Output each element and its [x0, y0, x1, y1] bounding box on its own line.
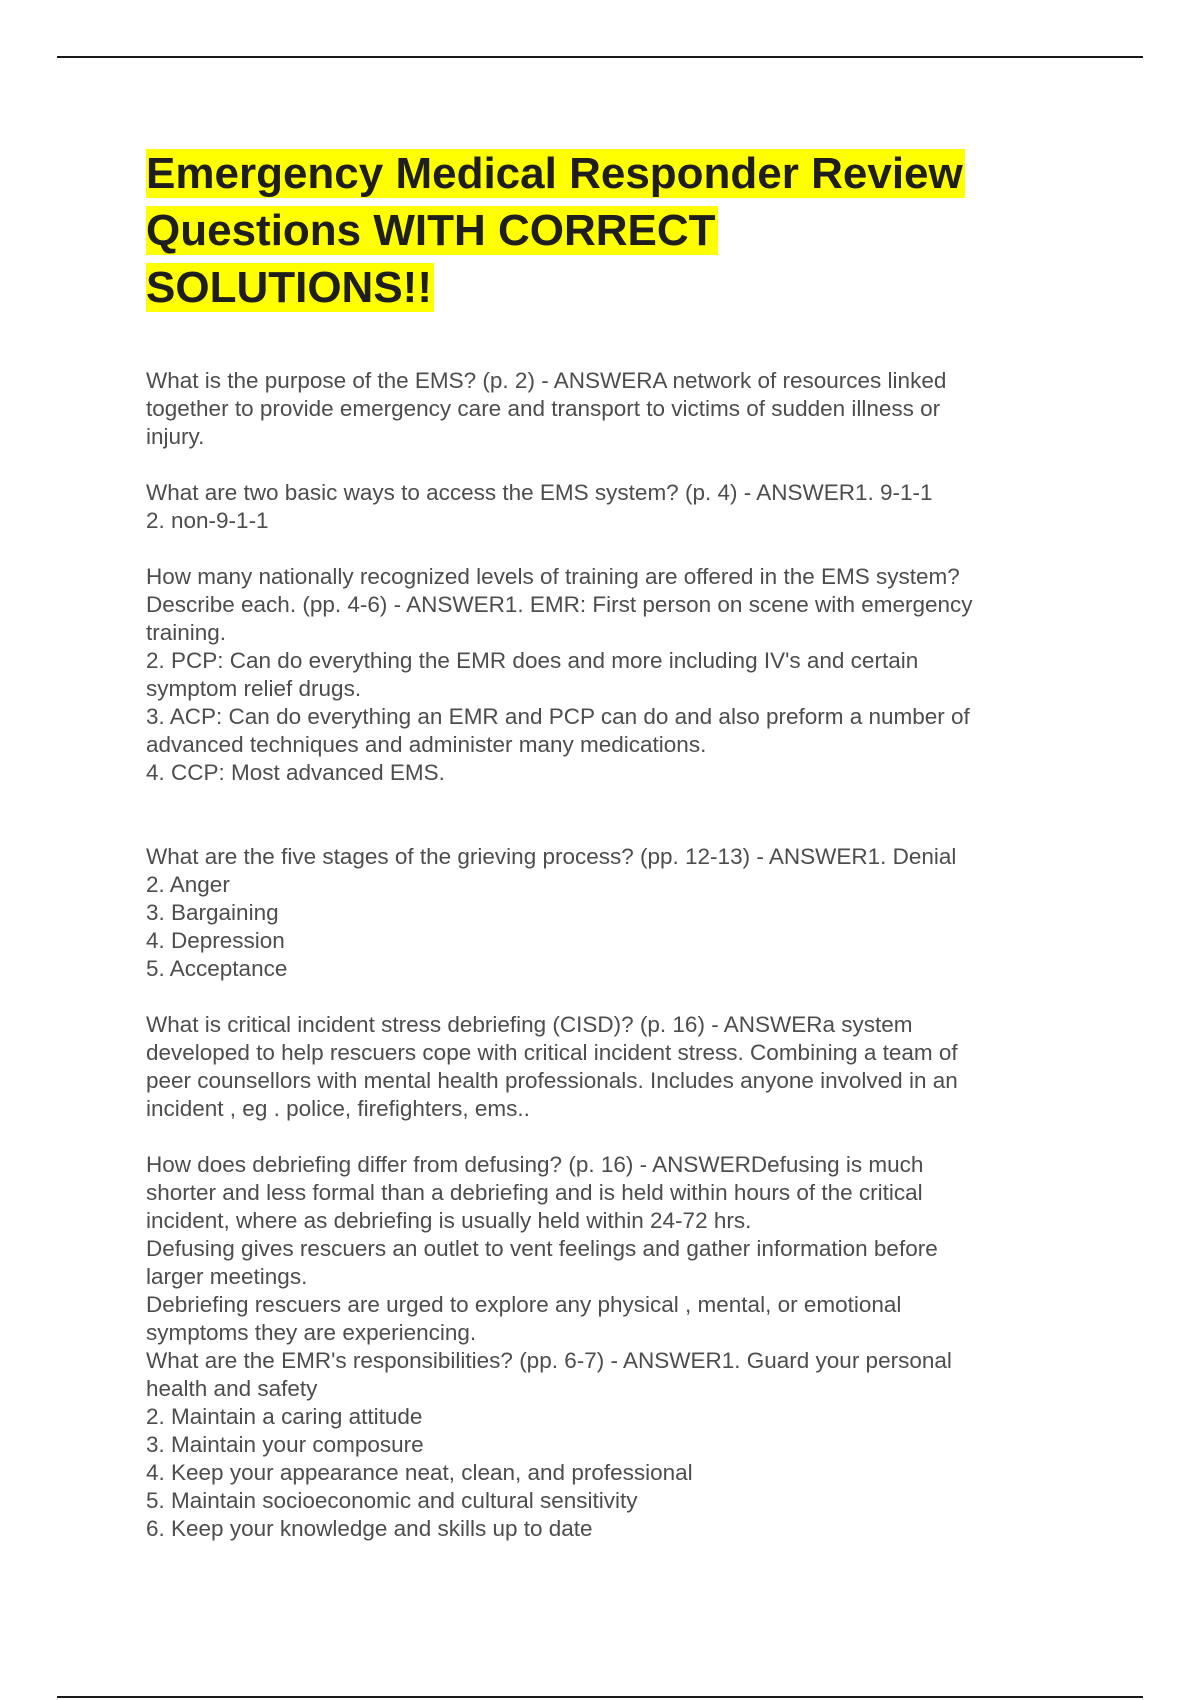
qa-block-cisd — [146, 1011, 1046, 1123]
title-block — [146, 145, 1066, 316]
title-line: SOLUTIONS!! — [146, 263, 432, 312]
qa-block-training-levels — [146, 563, 1046, 787]
text-line: 5. Acceptance — [146, 956, 288, 981]
text-line: 3. Bargaining — [146, 900, 279, 925]
qa-block-grieving-stages — [146, 843, 1046, 983]
text-line: 6. Keep your knowledge and skills up to date — [146, 1516, 593, 1541]
text-line: larger meetings. — [146, 1264, 308, 1289]
text-line: peer counsellors with mental health professionals. Includes anyone involved in an — [146, 1068, 958, 1093]
document-body — [146, 367, 1046, 1543]
text-line: 2. non-9-1-1 — [146, 508, 269, 533]
text-line: Describe each. (pp. 4-6) - ANSWER1. EMR: First person on scene with emergency — [146, 592, 973, 617]
text-line: 2. Maintain a caring attitude — [146, 1404, 423, 1429]
text-line: 2. PCP: Can do everything the EMR does and more including IV's and certain — [146, 648, 919, 673]
text-line: 5. Maintain socioeconomic and cultural sensitivity — [146, 1488, 638, 1513]
text-line: symptoms they are experiencing. — [146, 1320, 477, 1345]
text-line: developed to help rescuers cope with critical incident stress. Combining a team of — [146, 1040, 958, 1065]
text-line: What are the five stages of the grieving process? (pp. 12-13) - ANSWER1. Denial — [146, 844, 957, 869]
document-title — [146, 145, 1066, 316]
text-line: symptom relief drugs. — [146, 676, 362, 701]
text-line: 4. Keep your appearance neat, clean, and professional — [146, 1460, 693, 1485]
text-line: How many nationally recognized levels of training are offered in the EMS system? — [146, 564, 960, 589]
text-line: 3. ACP: Can do everything an EMR and PCP can do and also preform a number of — [146, 704, 970, 729]
text-line: together to provide emergency care and transport to victims of sudden illness or — [146, 396, 941, 421]
text-line: training. — [146, 620, 227, 645]
text-line: shorter and less formal than a debriefing and is held within hours of the critical — [146, 1180, 923, 1205]
text-line: How does debriefing differ from defusing? (p. 16) - ANSWERDefusing is much — [146, 1152, 924, 1177]
text-line: health and safety — [146, 1376, 318, 1401]
text-line: What are the EMR's responsibilities? (pp. 6-7) - ANSWER1. Guard your personal — [146, 1348, 952, 1373]
title-line: Questions WITH CORRECT — [146, 206, 716, 255]
text-line: What are two basic ways to access the EMS system? (p. 4) - ANSWER1. 9-1-1 — [146, 480, 933, 505]
title-line: Emergency Medical Responder Review — [146, 149, 963, 198]
text-line: incident , eg . police, firefighters, ems.. — [146, 1096, 530, 1121]
qa-block-access-ems — [146, 479, 1046, 535]
text-line: 4. CCP: Most advanced EMS. — [146, 760, 445, 785]
top-rule — [57, 56, 1143, 58]
text-line: advanced techniques and administer many medications. — [146, 732, 707, 757]
text-line: 3. Maintain your composure — [146, 1432, 424, 1457]
text-line: 4. Depression — [146, 928, 285, 953]
text-line: incident, where as debriefing is usually held within 24-72 hrs. — [146, 1208, 752, 1233]
bottom-rule — [57, 1696, 1143, 1698]
text-line: 2. Anger — [146, 872, 230, 897]
text-line: What is the purpose of the EMS? (p. 2) - ANSWERA network of resources linked — [146, 368, 947, 393]
text-line: What is critical incident stress debriefing (CISD)? (p. 16) - ANSWERa system — [146, 1012, 913, 1037]
text-line: injury. — [146, 424, 205, 449]
qa-block-debriefing-responsibilities — [146, 1151, 1046, 1543]
text-line: Debriefing rescuers are urged to explore any physical , mental, or emotional — [146, 1292, 902, 1317]
text-line: Defusing gives rescuers an outlet to vent feelings and gather information before — [146, 1236, 938, 1261]
qa-block-ems-purpose — [146, 367, 1046, 451]
